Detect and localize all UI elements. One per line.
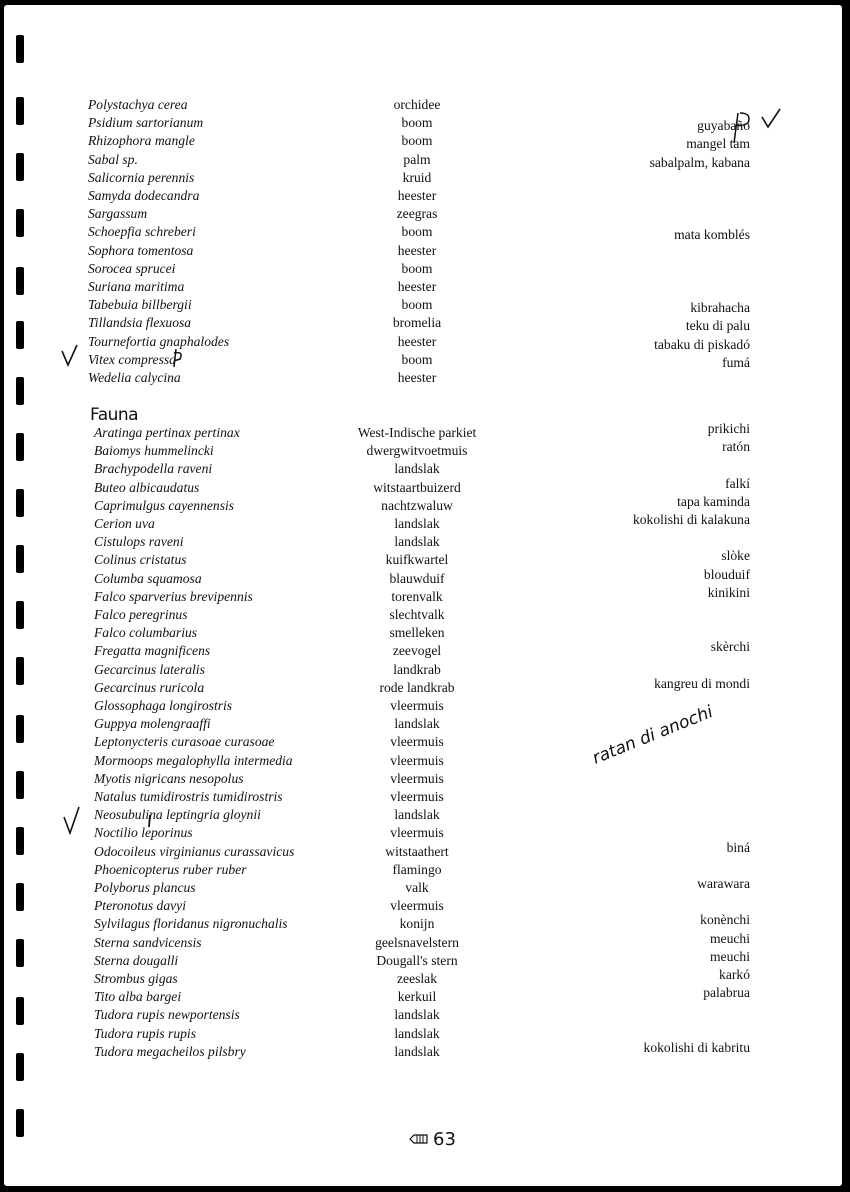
dutch-name: vleermuis (390, 825, 444, 841)
scientific-name: Cerion uva (94, 516, 155, 531)
dutch-name: heester (397, 333, 437, 349)
list-item (4, 151, 842, 169)
list-item (4, 132, 842, 150)
dutch-name: bromelia (392, 315, 442, 331)
list-item (4, 824, 842, 842)
dutch-name: vleermuis (390, 698, 444, 713)
scientific-name: Glossophaga longirostris (94, 698, 233, 713)
list-item (4, 460, 842, 478)
dutch-name: geelsnavelstern (375, 934, 459, 950)
scientific-name: Columba squamosa (94, 570, 202, 586)
papiamentu-name: biná (726, 839, 750, 855)
dutch-name: valk (405, 880, 429, 895)
dutch-name: Dougall's stern (376, 952, 458, 968)
scientific-name: Sargassum (88, 206, 148, 222)
papiamentu-name: konènchi (700, 912, 750, 928)
papiamentu-name: prikichi (707, 421, 750, 436)
list-item (4, 770, 842, 788)
dutch-name: vleermuis (390, 770, 444, 786)
handwritten-note: ratan di anochi (589, 702, 716, 769)
dutch-name: vleermuis (390, 898, 444, 914)
papiamentu-name: mata komblés (674, 227, 750, 243)
scientific-name: Mormoops megalophylla intermedia (94, 752, 293, 768)
dutch-name: witstaathert (385, 843, 449, 859)
scientific-name: Sorocea sprucei (88, 260, 176, 276)
dutch-name: vleermuis (390, 752, 444, 768)
list-item (4, 369, 842, 387)
scientific-name: Sterna sandvicensis (94, 934, 202, 950)
dutch-name: vleermuis (390, 734, 444, 750)
scientific-name: Tabebuia billbergii (88, 297, 192, 313)
dutch-name: landslak (394, 1007, 440, 1023)
dutch-name: slechtvalk (389, 607, 445, 622)
dutch-name: boom (401, 297, 433, 313)
dutch-name: landslak (394, 1043, 440, 1059)
list-item (4, 314, 842, 332)
scientific-name: Strombus gigas (94, 971, 178, 986)
list-item (4, 606, 842, 624)
papiamentu-name: tapa kaminda (677, 493, 750, 509)
list-item (4, 187, 842, 205)
papiamentu-name: kokolishi di kalakuna (632, 512, 750, 527)
dutch-name: landslak (394, 534, 440, 550)
list-item (4, 260, 842, 278)
scientific-name: Suriana maritima (88, 279, 185, 294)
scientific-name: Cistulops raveni (94, 534, 184, 550)
list-item (4, 205, 842, 223)
scientific-name: Vitex compressa (88, 351, 176, 367)
list-item (4, 839, 842, 861)
dutch-name: vleermuis (390, 789, 444, 804)
scientific-name: Neosubulina leptingria gloynii (94, 807, 261, 823)
list-item (4, 733, 842, 751)
list-item (4, 439, 842, 460)
papiamentu-name: guyabaño (697, 118, 750, 134)
list-item (4, 948, 842, 970)
dutch-name: landslak (394, 716, 440, 732)
scientific-name: Samyda dodecandra (88, 188, 200, 203)
scientific-name: Leptonycteris curasoae curasoae (94, 734, 275, 750)
scientific-name: Buteo albicaudatus (94, 479, 200, 495)
papiamentu-name: kangreu di mondi (654, 675, 750, 691)
papiamentu-name: fumá (722, 354, 750, 370)
papiamentu-name: falkí (725, 475, 750, 491)
scientific-name: Natalus tumidirostris tumidirostris (94, 789, 283, 804)
list-item (4, 169, 842, 187)
papiamentu-name: blouduif (703, 566, 750, 582)
list-item (4, 533, 842, 551)
dutch-name: heester (397, 279, 437, 294)
papiamentu-name: mangel tam (686, 136, 750, 152)
scientific-name: Odocoileus virginianus curassavicus (94, 843, 295, 859)
document-page (4, 5, 842, 1186)
dutch-name: rode landkrab (379, 679, 455, 695)
list-item (4, 242, 842, 260)
dutch-name: landslak (394, 807, 440, 823)
list-item (4, 876, 842, 897)
scientific-name: Myotis nigricans nesopolus (94, 770, 244, 786)
dutch-name: zeegras (396, 206, 438, 222)
scientific-name: Pteronotus davyi (94, 898, 186, 914)
pencil-icon (409, 1129, 429, 1150)
scientific-name: Sabal sp. (88, 151, 138, 167)
papiamentu-name: meuchi (709, 948, 750, 964)
papiamentu-name: warawara (697, 876, 750, 891)
scientific-name: Rhizophora mangle (88, 133, 195, 149)
papiamentu-name: ratón (722, 439, 750, 455)
scientific-name: Wedelia calycina (88, 370, 181, 385)
dutch-name: orchidee (393, 97, 441, 112)
list-item (4, 806, 842, 824)
dutch-name: dwergwitvoetmuis (366, 443, 468, 459)
papiamentu-name: karkó (719, 967, 750, 982)
dutch-name: heester (397, 370, 437, 385)
fauna-heading: Fauna (90, 405, 139, 425)
papiamentu-name: tabaku di piskadó (654, 336, 750, 352)
scientific-name: Falco peregrinus (94, 607, 188, 622)
dutch-name: landslak (394, 461, 440, 477)
scientific-name: Baiomys hummelincki (94, 443, 214, 459)
list-item (4, 1039, 842, 1061)
scientific-name: Tournefortia gnaphalodes (88, 333, 230, 349)
scientific-name: Schoepfia schreberi (88, 224, 196, 240)
binding-hole (16, 1109, 24, 1137)
binding-hole (16, 35, 24, 63)
dutch-name: witstaartbuizerd (373, 479, 461, 495)
page-number: 63 (409, 1129, 456, 1150)
dutch-name: heester (397, 188, 437, 203)
scientific-name: Tudora megacheilos pilsbry (94, 1043, 246, 1059)
papiamentu-name: sabalpalm, kabana (649, 154, 750, 170)
dutch-name: smelleken (389, 625, 445, 641)
list-item (4, 1006, 842, 1024)
list-item (4, 985, 842, 1006)
list-item (4, 278, 842, 296)
scientific-name: Gecarcinus lateralis (94, 661, 205, 677)
dutch-name: boom (401, 133, 433, 149)
dutch-name: boom (401, 351, 433, 367)
papiamentu-name: kinikini (707, 584, 750, 600)
papiamentu-name: meuchi (709, 930, 750, 946)
dutch-name: flamingo (392, 861, 442, 877)
scientific-name: Brachypodella raveni (94, 461, 213, 477)
papiamentu-name: slòke (721, 548, 750, 564)
dutch-name: blauwduif (389, 570, 445, 586)
papiamentu-name: kokolishi di kabritu (643, 1039, 750, 1055)
dutch-name: heester (397, 242, 437, 258)
scientific-name: Tudora rupis rupis (94, 1025, 196, 1041)
scientific-name: Salicornia perennis (88, 169, 195, 185)
list-item (4, 584, 842, 606)
dutch-name: kuifkwartel (385, 552, 449, 568)
list-item (4, 788, 842, 806)
dutch-name: landslak (394, 1025, 440, 1041)
papiamentu-name: teku di palu (685, 318, 750, 334)
scientific-name: Falco columbarius (94, 625, 198, 641)
scientific-name: Noctilio leporinus (94, 825, 193, 841)
papiamentu-name: palabrua (703, 985, 750, 1001)
list-item (4, 639, 842, 660)
papiamentu-name: kibrahacha (690, 300, 750, 316)
scientific-name: Fregatta magnificens (94, 643, 211, 659)
dutch-name: West-Indische parkiet (357, 425, 477, 440)
scientific-name: Tudora rupis newportensis (94, 1007, 240, 1023)
dutch-name: zeeslak (397, 971, 437, 986)
papiamentu-name: skèrchi (710, 639, 750, 655)
dutch-name: palm (403, 151, 431, 167)
list-item (4, 351, 842, 369)
scientific-name: Polystachya cerea (88, 97, 188, 112)
scientific-name: Sylvilagus floridanus nigronuchalis (94, 916, 288, 932)
scientific-name: Psidium sartorianum (88, 115, 204, 131)
list-item (4, 223, 842, 241)
list-item (4, 96, 842, 114)
scientific-name: Sterna dougalli (94, 952, 179, 968)
scientific-name: Gecarcinus ruricola (94, 679, 205, 695)
dutch-name: boom (401, 224, 433, 240)
scientific-name: Polyborus plancus (94, 880, 196, 895)
dutch-name: kruid (402, 169, 432, 185)
scientific-name: Colinus cristatus (94, 552, 187, 568)
list-item (4, 421, 842, 442)
dutch-name: boom (401, 115, 433, 131)
dutch-name: kerkuil (397, 989, 437, 1005)
dutch-name: zeevogel (392, 643, 442, 659)
dutch-name: konijn (399, 916, 435, 932)
scientific-name: Aratinga pertinax pertinax (94, 425, 240, 440)
dutch-name: landkrab (393, 661, 441, 677)
list-item (4, 114, 842, 132)
list-item (4, 675, 842, 697)
scientific-name: Phoenicopterus ruber ruber (94, 861, 247, 877)
scientific-name: Guppya molengraaffi (94, 716, 211, 732)
scientific-name: Falco sparverius brevipennis (94, 588, 253, 604)
dutch-name: landslak (394, 516, 440, 531)
dutch-name: boom (401, 260, 433, 276)
dutch-name: nachtzwaluw (381, 497, 453, 513)
scientific-name: Caprimulgus cayennensis (94, 497, 235, 513)
list-item (4, 752, 842, 770)
list-item (4, 296, 842, 314)
dutch-name: torenvalk (391, 588, 443, 604)
scientific-name: Tillandsia flexuosa (88, 315, 192, 331)
scientific-name: Sophora tomentosa (88, 242, 194, 258)
list-item (4, 512, 842, 533)
scientific-name: Tito alba bargei (94, 989, 182, 1005)
list-item (4, 333, 842, 351)
